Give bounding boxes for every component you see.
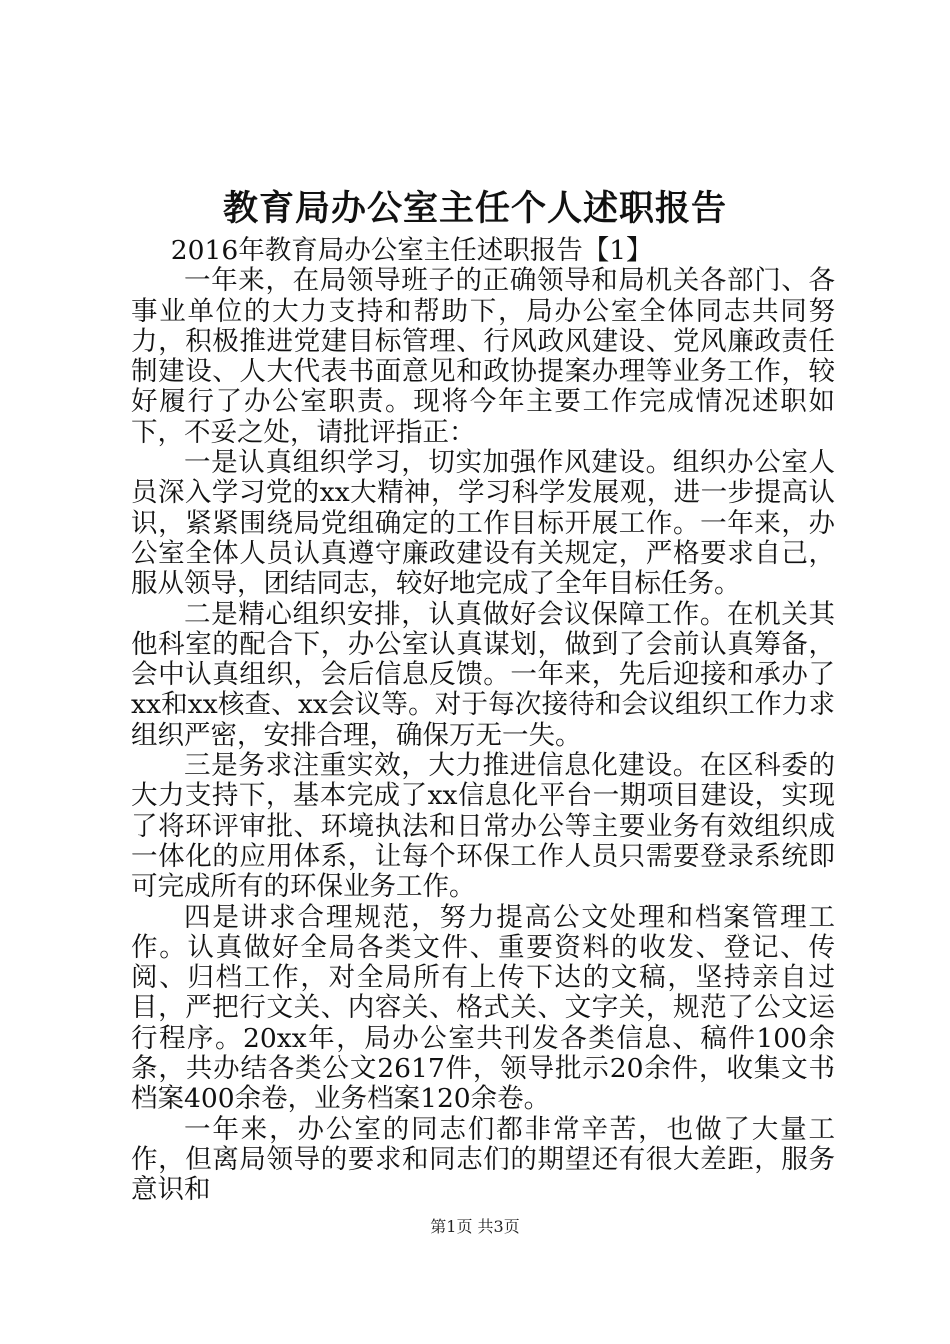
paragraph-documents: 四是讲求合理规范，努力提高公文处理和档案管理工作。认真做好全局各类文件、重要资料的收发、登记、传阅、归档工作，对全局所有上传下达的文稿，坚持亲自过目，严把行文关、内容关、格式关、文字关，规范了公文运行程序。20xx年，局办公室共刊发各类信息、稿件100余条，共办结各类公文2617件，领导批示20余件，收集文书档案400余卷，业务档案120余卷。	[131, 901, 835, 1115]
document-subtitle: 2016年教育局办公室主任述职报告【1】	[170, 235, 653, 266]
document-title: 教育局办公室主任个人述职报告	[222, 188, 727, 229]
paragraph-study: 一是认真组织学习，切实加强作风建设。组织办公室人员深入学习党的xx大精神，学习科学发展观，进一步提高认识，紧紧围绕局党组确定的工作目标开展工作。一年来，办公室全体人员认真遵守廉政建设有关规定，严格要求自己，服从领导，团结同志，较好地完成了全年目标任务。	[131, 447, 835, 600]
page-footer: 第1页 共3页	[430, 1217, 520, 1236]
paragraph-summary: 一年来，办公室的同志们都非常辛苦，也做了大量工作，但离局领导的要求和同志们的期望还有很大差距，服务意识和	[131, 1113, 835, 1206]
paragraph-intro: 一年来，在局领导班子的正确领导和局机关各部门、各事业单位的大力支持和帮助下，局办公室全体同志共同努力，积极推进党建目标管理、行风政风建设、党风廉政责任制建设、人大代表书面意见和政协提案办理等业务工作，较好履行了办公室职责。现将今年主要工作完成情况述职如下，不妥之处，请批评指正：	[131, 265, 835, 448]
document-body	[131, 236, 835, 1206]
paragraph-meetings: 二是精心组织安排，认真做好会议保障工作。在机关其他科室的配合下，办公室认真谋划，做到了会前认真筹备，会中认真组织，会后信息反馈。一年来，先后迎接和承办了xx和xx核查、xx会议等。对于每次接待和会议组织工作力求组织严密，安排合理，确保万无一失。	[131, 598, 835, 751]
paragraph-informatization: 三是务求注重实效，大力推进信息化建设。在区科委的大力支持下，基本完成了xx信息化平台一期项目建设，实现了将环评审批、环境执法和日常办公等主要业务有效组织成一体化的应用体系，让每个环保工作人员只需要登录系统即可完成所有的环保业务工作。	[131, 750, 835, 903]
